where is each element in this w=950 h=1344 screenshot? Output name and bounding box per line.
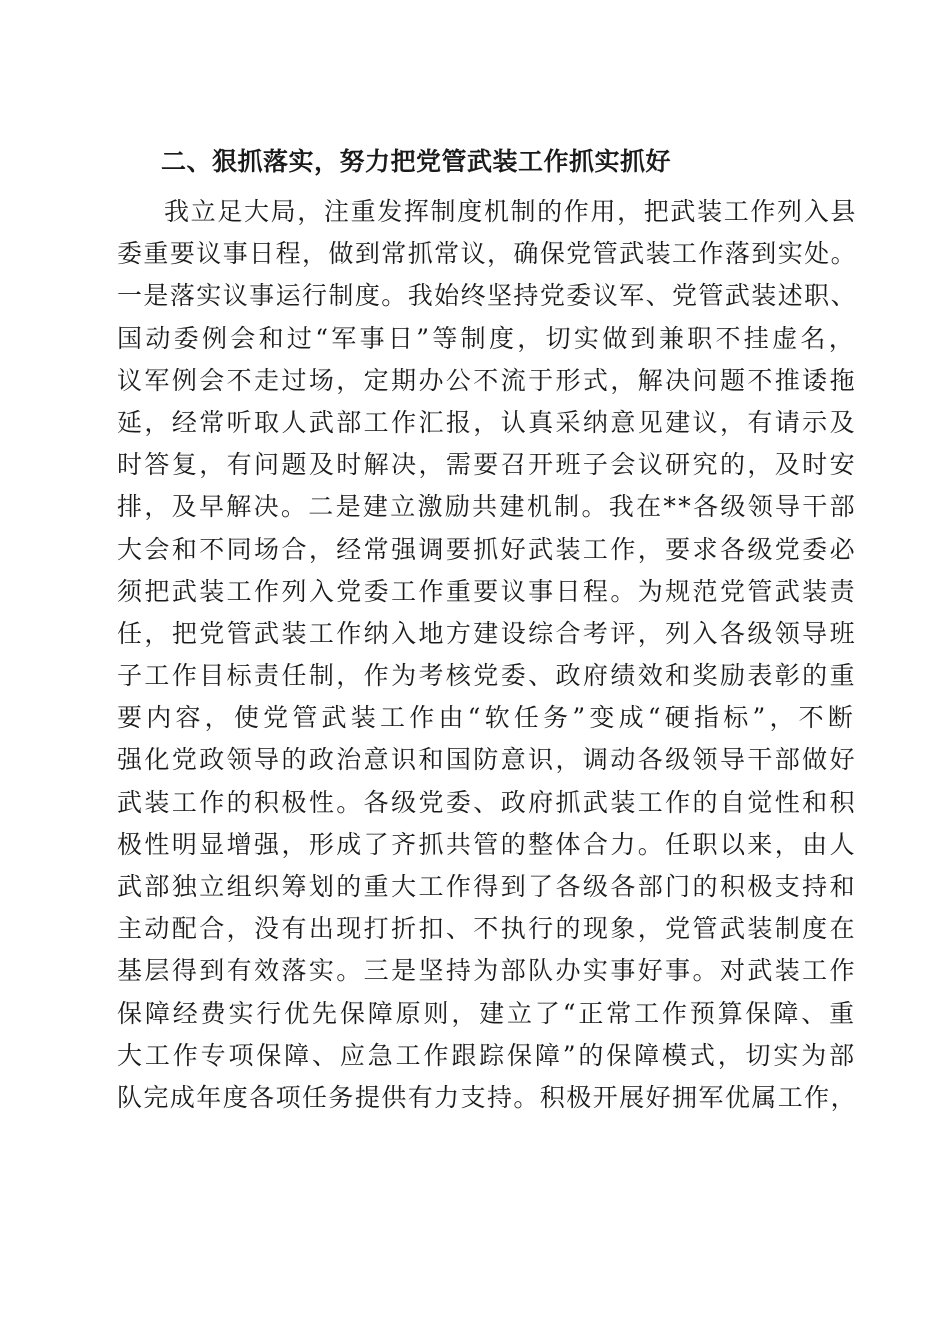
text-line: 排，及早解决。二是建立激励共建机制。我在**各级领导干部 bbox=[117, 492, 857, 522]
text-line: 议军例会不走过场，定期办公不流于形式，解决问题不推诿拖 bbox=[117, 365, 857, 395]
text-line: 主动配合，没有出现打折扣、不执行的现象，党管武装制度在 bbox=[117, 914, 857, 944]
text-line: 武装工作的积极性。各级党委、政府抓武装工作的自觉性和积 bbox=[117, 787, 857, 817]
text-line: 要内容，使党管武装工作由“软任务”变成“硬指标”，不断 bbox=[117, 703, 857, 733]
body-paragraph bbox=[117, 191, 857, 1119]
text-line: 极性明显增强，形成了齐抓共管的整体合力。任职以来，由人 bbox=[117, 829, 857, 859]
text-line: 任，把党管武装工作纳入地方建设综合考评，列入各级领导班 bbox=[117, 618, 857, 648]
text-line: 延，经常听取人武部工作汇报，认真采纳意见建议，有请示及 bbox=[117, 407, 857, 437]
text-line: 国动委例会和过“军事日”等制度，切实做到兼职不挂虚名， bbox=[117, 323, 857, 353]
text-line: 大工作专项保障、应急工作跟踪保障”的保障模式，切实为部 bbox=[117, 1040, 857, 1070]
section-heading: 二、狠抓落实，努力把党管武装工作抓实抓好 bbox=[161, 147, 672, 176]
text-line: 保障经费实行优先保障原则，建立了“正常工作预算保障、重 bbox=[117, 998, 857, 1028]
text-line: 子工作目标责任制，作为考核党委、政府绩效和奖励表彰的重 bbox=[117, 661, 857, 691]
text-line: 我立足大局，注重发挥制度机制的作用，把武装工作列入县 bbox=[164, 197, 857, 226]
text-line: 时答复，有问题及时解决，需要召开班子会议研究的，及时安 bbox=[117, 450, 857, 480]
text-line: 委重要议事日程，做到常抓常议，确保党管武装工作落到实处。 bbox=[117, 239, 857, 269]
text-line: 一是落实议事运行制度。我始终坚持党委议军、党管武装述职、 bbox=[117, 281, 857, 311]
text-line: 大会和不同场合，经常强调要抓好武装工作，要求各级党委必 bbox=[117, 534, 857, 564]
text-line: 须把武装工作列入党委工作重要议事日程。为规范党管武装责 bbox=[117, 576, 857, 606]
text-line: 强化党政领导的政治意识和国防意识，调动各级领导干部做好 bbox=[117, 745, 857, 775]
text-line: 基层得到有效落实。三是坚持为部队办实事好事。对武装工作 bbox=[117, 956, 857, 986]
text-line: 武部独立组织筹划的重大工作得到了各级各部门的积极支持和 bbox=[117, 872, 857, 901]
text-line: 队完成年度各项任务提供有力支持。积极开展好拥军优属工作， bbox=[117, 1082, 857, 1112]
